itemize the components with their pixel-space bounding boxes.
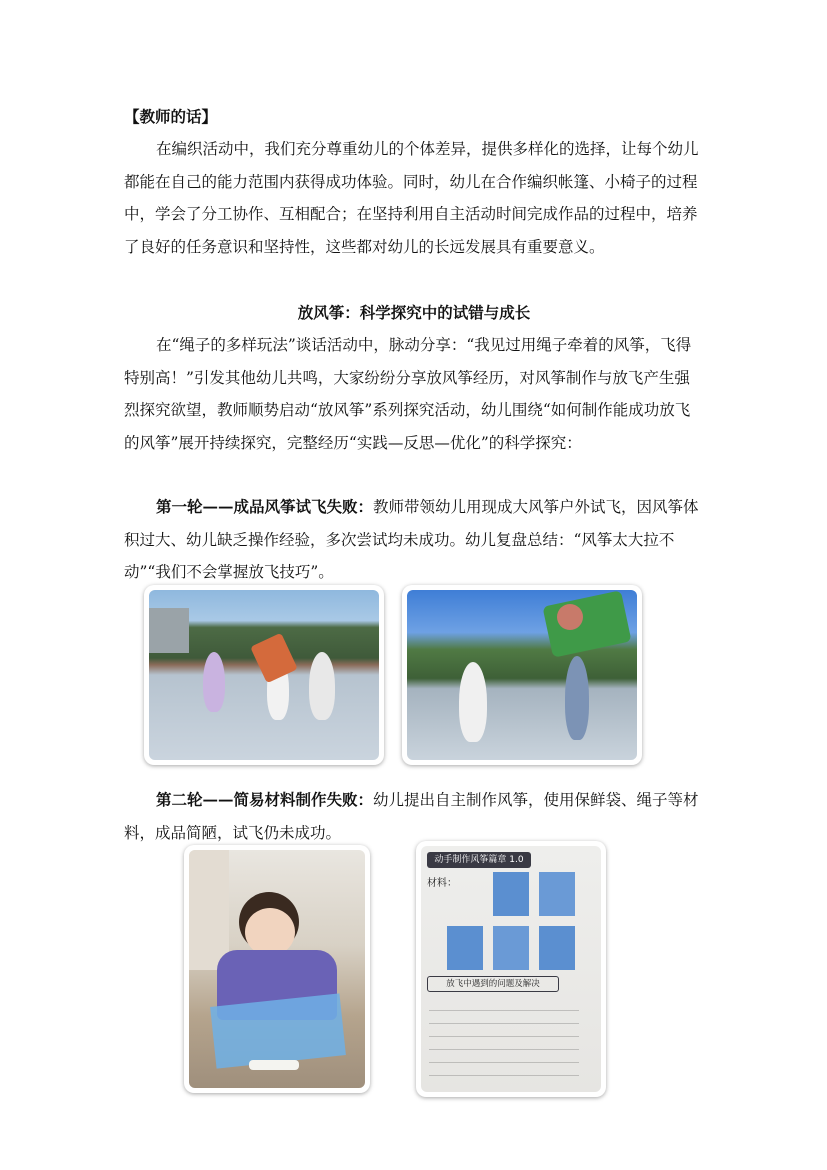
notebook-problems-title: 放飞中遇到的问题及解决 xyxy=(427,976,559,992)
photo-notebook-page xyxy=(416,841,606,1097)
photo-kite-trial-2 xyxy=(402,585,642,765)
round1-text: 教师带领幼儿用现成大风筝户外试飞，因风筝体积过大、幼儿缺乏操作经验，多次尝试均未成功。幼儿复盘总结：“风筝太大拉不动”“我们不会掌握放飞技巧”。 xyxy=(124,498,699,582)
kite-shape xyxy=(542,590,631,657)
subtitle: 放风筝：科学探究中的试错与成长 xyxy=(297,303,531,322)
round2-label: 第二轮——简易材料制作失败： xyxy=(156,790,374,809)
notebook-photo-thumb xyxy=(539,926,575,970)
child-figure xyxy=(203,652,225,712)
notebook-handwriting xyxy=(429,998,579,1082)
round2-paragraph xyxy=(124,784,704,849)
notebook-title: 动手制作风筝篇章 1.0 xyxy=(427,852,531,868)
round2-text: 幼儿提出自主制作风筝，使用保鲜袋、绳子等材料，成品简陋，试飞仍未成功。 xyxy=(124,791,699,842)
plastic-bag-kite xyxy=(210,993,346,1068)
notebook-photo-thumb xyxy=(493,872,529,916)
notebook-photo-thumb xyxy=(493,926,529,970)
round1-label: 第一轮——成品风筝试飞失败： xyxy=(156,497,374,516)
photo-kite-trial-1 xyxy=(144,585,384,765)
section-heading: 【教师的话】 xyxy=(124,107,218,126)
kite-shape xyxy=(250,633,298,684)
kite-face-shape xyxy=(557,604,583,630)
shelf-shape xyxy=(189,850,229,970)
round1-paragraph xyxy=(124,491,704,589)
tape-roll xyxy=(249,1060,299,1070)
photo-child-making-kite xyxy=(184,845,370,1093)
notebook-photo-thumb xyxy=(447,926,483,970)
teacher-paragraph: 在编织活动中，我们充分尊重幼儿的个体差异，提供多样化的选择，让每个幼儿都能在自己的能力范围内获得成功体验。同时，幼儿在合作编织帐篷、小椅子的过程中，学会了分工协作、互相配合；在坚持利用自主活动时间完成作品的过程中，培养了良好的任务意识和坚持性，这些都对幼儿的长远发展具有重要意义。 xyxy=(124,140,699,256)
child-figure xyxy=(459,662,487,742)
child-figure xyxy=(565,656,589,740)
intro-paragraph: 在“绳子的多样玩法”谈话活动中，脉动分享：“我见过用绳子牵着的风筝，飞得特别高！”引发其他幼儿共鸣，大家纷纷分享放风筝经历，对风筝制作与放飞产生强烈探究欲望，教师顺势启动“放风筝”系列探究活动，幼儿围绕“如何制作能成功放飞的风筝”展开持续探究，完整经历“实践—反思—优化”的科学探究： xyxy=(124,336,692,452)
notebook-materials-label: 材料： xyxy=(427,878,457,889)
water-tank-shape xyxy=(149,608,189,653)
notebook-photo-thumb xyxy=(539,872,575,916)
child-figure xyxy=(309,652,335,720)
child-face xyxy=(245,908,295,956)
